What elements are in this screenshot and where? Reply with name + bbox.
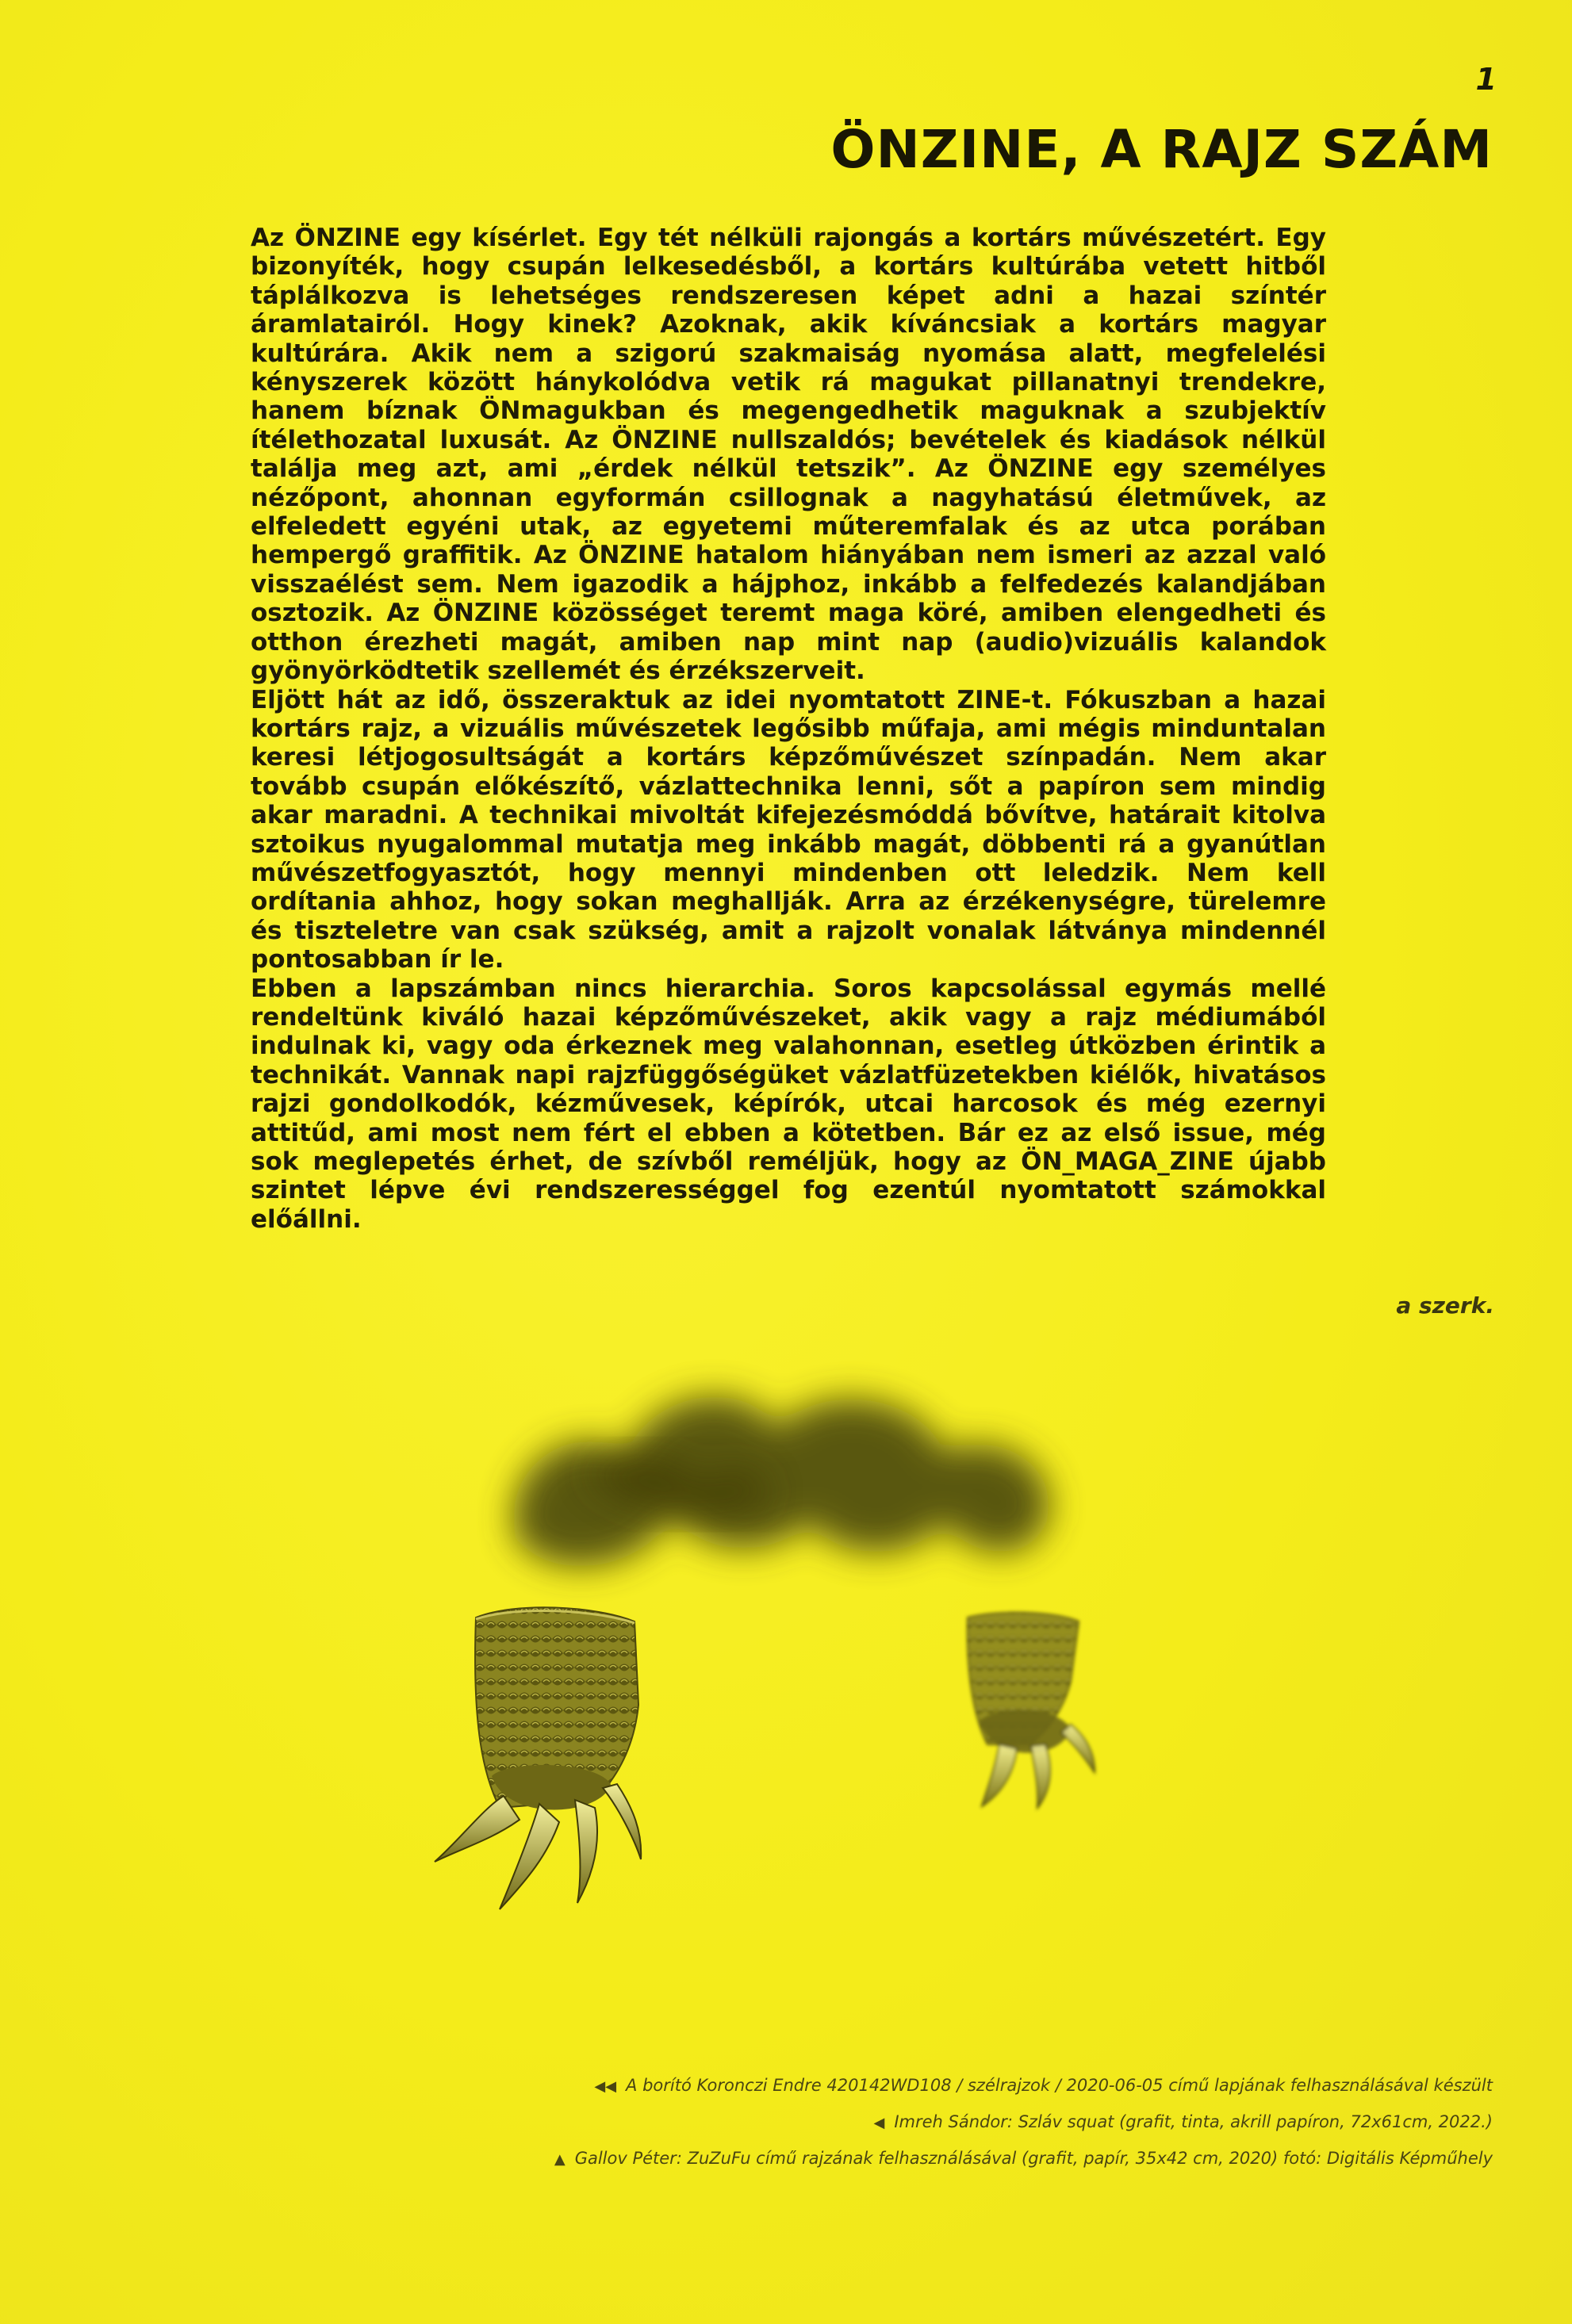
article-body: [251, 224, 1326, 1234]
credit-text: Imreh Sándor: Szláv squat (grafit, tinta, akrill papíron, 72x61cm, 2022.): [894, 2112, 1493, 2131]
creature-foot-right-icon: [968, 1613, 1095, 1808]
credit-left-page: [303, 2104, 1493, 2141]
paragraph-2: Eljött hát az idő, összeraktuk az idei nyomtatott ZINE-t. Fókuszban a hazai kortárs rajz, a vizuális művészetek legősibb műfaja, ami mégis minduntalan keresi létjogosultságát a kortárs képzőművészet színpadán. Nem akar tovább csupán előkészítő, vázlattechnika lenni, sőt a papíron sem mindig akar maradni. A technikai mivoltát kifejezésmóddá bővítve, határait kitolva sztoikus nyugalommal mutatja meg inkább magát, döbbenti rá a gyanútlan művészetfogyasztót, hogy mennyi mindenben ott leledzik. Nem kell ordítania ahhoz, hogy sokan meghallják. Arra az érzékenységre, türelemre és tiszteletre van csak szükség, amit a rajzolt vonalak látványa mindennél pontosabban ír le.: [251, 685, 1326, 974]
paragraph-3: Ebben a lapszámban nincs hierarchia. Soros kapcsolással egymás mellé rendeltünk kiváló hazai képzőművészeket, akik vagy a rajz médiumából indulnak ki, vagy oda érkeznek meg valahonnan, esetleg útközben érintik a technikát. Vannak napi rajzfüggőségüket vázlatfüzetekben kiélők, hivatásos rajzi gondolkodók, kézművesek, képírók, utcai harcosok és még ezernyi attitűd, ami most nem fért el ebben a kötetben. Bár ez az első issue, még sok meglepetés érhet, de szívből reméljük, hogy az ÖN_MAGA_ZINE újabb szintet lépve évi rendszerességgel fog ezentúl nyomtatott számokkal előállni.: [251, 974, 1326, 1234]
artwork-illustration: [397, 1332, 1229, 1935]
paragraph-1: Az ÖNZINE egy kísérlet. Egy tét nélküli rajongás a kortárs művészetért. Egy bizonyíték, hogy csupán lelkesedésből, a kortárs kultúrába vetett hitből táplálkozva is lehetséges rendszeresen képet adni a hazai színtér áramlatairól. Hogy kinek? Azoknak, akik kíváncsiak a kortárs magyar kultúrára. Akik nem a szigorú szakmaiság nyomása alatt, megfelelési kényszerek között hánykolódva vetik rá magukat pillanatnyi trendekre, hanem bíznak ÖNmagukban és megengedhetik maguknak a szubjektív ítélethozatal luxusát. Az ÖNZINE nullszaldós; bevételek és kiadások nélkül találja meg azt, ami „érdek nélkül tetszik”. Az ÖNZINE egy személyes nézőpont, ahonnan egyformán csillognak a nagyhatású életművek, az elfeledett egyéni utak, az egyetemi műteremfalak és az utca porában hempergő graffitik. Az ÖNZINE hatalom hiányában nem ismeri az azzal való visszaélést sem. Nem igazodik a hájphoz, inkább a felfedezés kalandjában osztozik. Az ÖNZINE közösséget teremt maga köré, amiben elengedheti és otthon érezheti magát, amiben nap mint nap (audio)vizuális kalandok gyönyörködtetik szellemét és érzékszerveit.: [251, 224, 1326, 686]
credit-text: Gallov Péter: ZuZuFu című rajzának felhasználásával (grafit, papír, 35x42 cm, 2020) fotó: Digitális Képműhely: [574, 2149, 1493, 2168]
credit-text: A borító Koronczi Endre 420142WD108 / szélrajzok / 2020-06-05 című lapjának felhasználásával készült: [626, 2076, 1493, 2095]
page-number: 1: [1475, 62, 1497, 97]
credit-cover: [303, 2068, 1493, 2104]
credit-this-page: [303, 2141, 1493, 2177]
arrow-up-icon: ▲: [554, 2151, 566, 2168]
page-title: ÖNZINE, A RAJZ SZÁM: [830, 119, 1493, 180]
smoke-cloud-icon: [513, 1396, 1049, 1566]
signature: a szerk.: [1396, 1292, 1494, 1319]
arrow-left-icon: ◀: [873, 2115, 885, 2131]
creature-foot-left-icon: [435, 1607, 641, 1909]
double-arrow-left-icon: ◀◀: [594, 2078, 617, 2095]
image-credits: [303, 2068, 1493, 2177]
